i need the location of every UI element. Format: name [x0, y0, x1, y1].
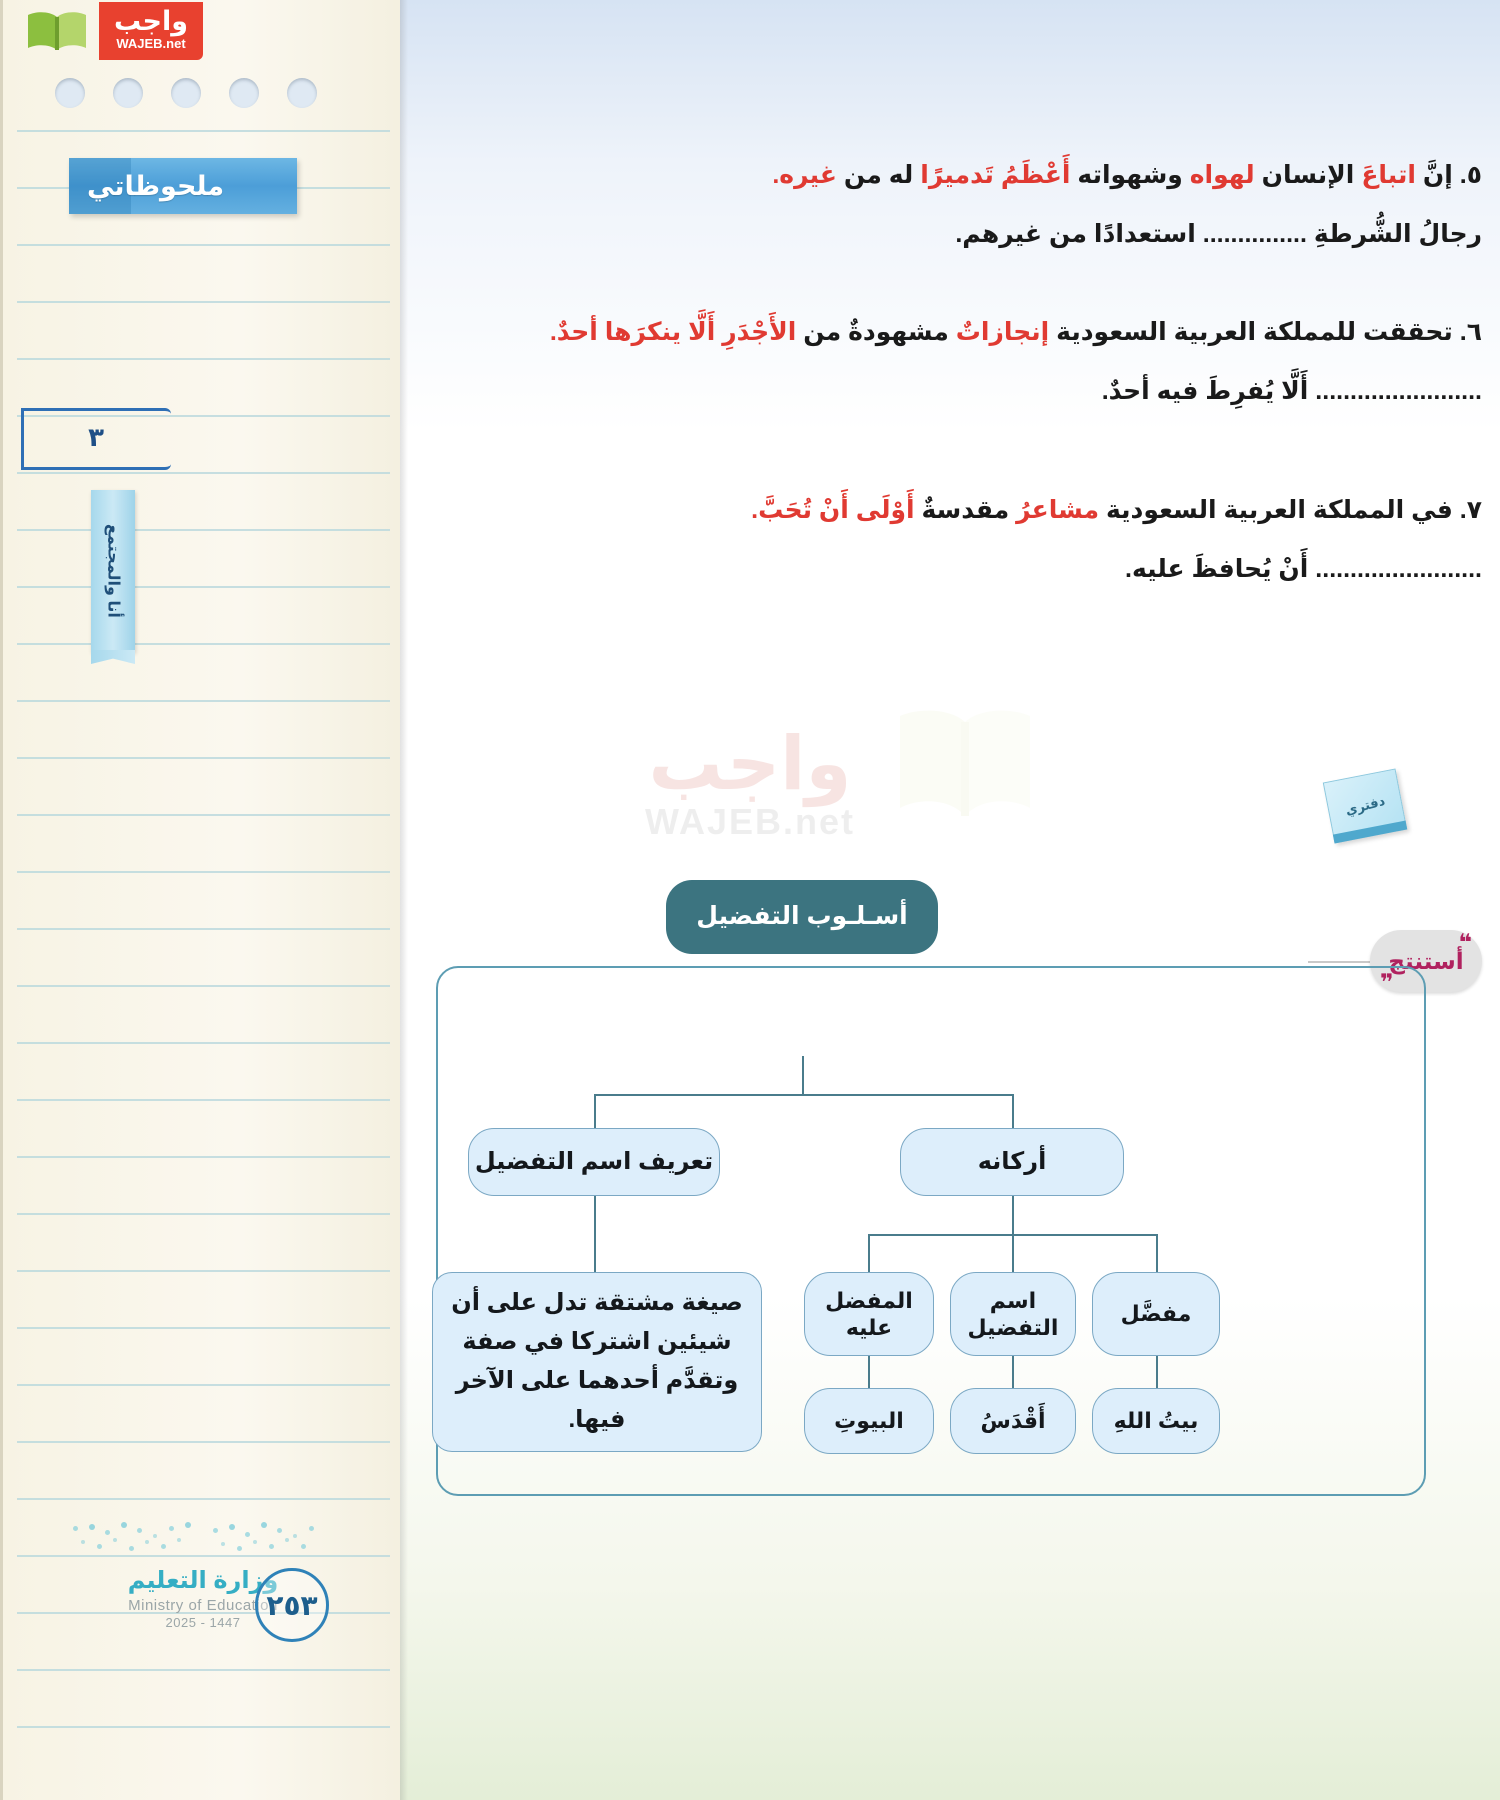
ministry-dot — [161, 1544, 166, 1549]
ministry-dot — [89, 1524, 95, 1530]
open-book-icon — [23, 7, 91, 55]
exercise-answer-line[interactable] — [751, 554, 1482, 584]
exercise-number: ٦. — [1459, 318, 1482, 346]
diagram-pillar-node — [950, 1272, 1076, 1356]
unit-number-marker — [21, 408, 171, 470]
ministry-dot — [185, 1522, 191, 1528]
answer-suffix: أَلَّا يُفرِطَ فيه أحدٌ. — [1101, 377, 1309, 405]
answer-blank[interactable]: ............... — [1202, 220, 1307, 248]
answer-suffix: استعدادًا من غيرهم. — [955, 220, 1196, 248]
diagram-definition-text: صيغة مشتقة تدل على أن شيئين اشتركا في صفة وتقدَّم أحدهما على الآخر فيها. — [451, 1289, 743, 1433]
connector-pillar2-to-example — [1012, 1356, 1014, 1388]
answer-prefix: رجالُ الشُّرطةِ — [1313, 220, 1482, 248]
ruled-line — [17, 358, 390, 360]
binder-hole — [229, 78, 259, 108]
diagram-example-node — [804, 1388, 934, 1454]
ministry-dot — [293, 1534, 297, 1538]
connector-to-pillar-2 — [1012, 1234, 1014, 1272]
ministry-dot — [169, 1526, 174, 1531]
ruled-line — [17, 130, 390, 132]
ministry-dot — [269, 1544, 274, 1549]
connector-pillar1-to-example — [1156, 1356, 1158, 1388]
ministry-dot-pattern — [63, 1520, 343, 1562]
exercise-prompt — [772, 155, 1482, 195]
ministry-dot — [245, 1532, 250, 1537]
site-logo[interactable] — [3, 0, 203, 62]
answer-blank[interactable]: ........................ — [1315, 377, 1482, 405]
connector-left-branch-down — [594, 1196, 596, 1272]
ministry-dot — [121, 1522, 127, 1528]
exercise-prompt-text: إنَّ اتباعَ الإنسان لهواه وشهواته أَعْظَمُ تَدميرًا له من غيره. — [772, 161, 1453, 189]
binder-hole — [171, 78, 201, 108]
exercise-prompt — [751, 490, 1482, 530]
diagram-example-label: البيوتِ — [834, 1408, 904, 1434]
diagram-pillar-label: المفضل عليه — [825, 1287, 913, 1340]
unit-title-ribbon — [91, 490, 135, 652]
ministry-name-en: Ministry of Education — [128, 1597, 278, 1614]
ministry-dot — [145, 1540, 149, 1544]
diagram-branch-definition-label: تعريف اسم التفضيل — [474, 1148, 714, 1175]
quote-open-icon: ❝ — [1458, 929, 1472, 955]
ruled-line — [17, 586, 390, 588]
connector-to-pillar-3 — [868, 1234, 870, 1272]
exercise-prompt-text: في المملكة العربية السعودية مشاعرُ مقدسةٌ أَوْلَى أَنْ تُحَبَّ. — [751, 496, 1453, 524]
logo-badge — [99, 2, 203, 60]
diagram-pillar-node — [804, 1272, 934, 1356]
ministry-dot — [253, 1540, 257, 1544]
watermark-english: WAJEB.net — [644, 801, 856, 842]
unit-ribbon-text: أنا والمجتمع — [104, 524, 122, 618]
ruled-line — [17, 1213, 390, 1215]
diagram-pillar-label: اسم التفضيل — [967, 1287, 1059, 1340]
ruled-line — [17, 1327, 390, 1329]
exercise-item — [751, 490, 1482, 584]
ruled-line — [17, 700, 390, 702]
diagram-root-label: أسـلـوب التفضيل — [696, 902, 908, 931]
ruled-line — [17, 1099, 390, 1101]
ruled-line — [17, 1270, 390, 1272]
ministry-year: 2025 - 1447 — [165, 1615, 241, 1630]
binder-hole — [55, 78, 85, 108]
connector-root-horizontal — [594, 1094, 1012, 1096]
conclude-label: أستنتج — [1388, 947, 1464, 974]
ruled-line — [17, 1441, 390, 1443]
ministry-dot — [73, 1526, 78, 1531]
diagram-pillar-label: مفضَّل — [1120, 1301, 1192, 1327]
ruled-line — [17, 643, 390, 645]
ministry-dot — [153, 1534, 157, 1538]
ministry-dot — [309, 1526, 314, 1531]
diagram-example-label: أَقْدَسُ — [980, 1408, 1046, 1434]
ministry-dot — [97, 1544, 102, 1549]
ministry-dot — [285, 1538, 289, 1542]
exercise-item — [772, 155, 1482, 249]
ruled-line — [17, 1669, 390, 1671]
ministry-dot — [277, 1528, 282, 1533]
conclude-connector-line — [1308, 961, 1370, 963]
diagram-branch-definition — [468, 1128, 720, 1196]
exercise-prompt — [550, 312, 1482, 352]
sticky-note-icon — [1323, 769, 1407, 844]
exercise-number: ٧. — [1459, 496, 1482, 524]
ministry-dot — [113, 1538, 117, 1542]
ministry-dot — [213, 1528, 218, 1533]
ministry-dot — [237, 1546, 242, 1551]
watermark-arabic: واجب — [648, 722, 852, 805]
ministry-dot — [261, 1522, 267, 1528]
ministry-dot — [301, 1544, 306, 1549]
diagram-branch-pillars — [900, 1128, 1124, 1196]
ministry-dot — [81, 1540, 85, 1544]
notes-tab-label — [69, 158, 297, 214]
sticky-note-label: دفتري — [1343, 793, 1387, 819]
ruled-line — [17, 529, 390, 531]
notes-sidebar — [0, 0, 400, 1800]
ministry-name-ar: وزارة التعليم — [127, 1567, 279, 1594]
diagram-example-node — [950, 1388, 1076, 1454]
diagram-branch-pillars-label: أركانه — [977, 1148, 1047, 1175]
exercise-answer-line[interactable] — [772, 219, 1482, 249]
ruled-line — [17, 1384, 390, 1386]
exercise-number: ٥. — [1459, 161, 1482, 189]
unit-number-text: ٣ — [88, 421, 104, 452]
connector-to-right-branch — [1012, 1094, 1014, 1128]
ministry-dot — [129, 1546, 134, 1551]
ministry-dot — [229, 1524, 235, 1530]
exercise-prompt-text: تحققت للمملكة العربية السعودية إنجازاتٌ مشهودةٌ من الأَجْدَرِ أَلَّا ينكرَها أحدٌ. — [549, 318, 1453, 346]
ministry-dot — [137, 1528, 142, 1533]
diagram-root-node — [666, 880, 938, 954]
connector-right-branch-down — [1012, 1196, 1014, 1234]
answer-blank[interactable]: ........................ — [1315, 555, 1482, 583]
watermark-text — [644, 722, 856, 843]
ruled-line — [17, 814, 390, 816]
notes-tab-text: ملحوظاتي — [87, 170, 225, 201]
content-area — [400, 0, 1500, 1800]
connector-pillar3-to-example — [868, 1356, 870, 1388]
diagram-example-label: بيتُ اللهِ — [1113, 1408, 1199, 1434]
ministry-dot — [221, 1542, 225, 1546]
logo-arabic-text: واجب — [113, 6, 189, 37]
watermark — [440, 690, 1060, 880]
ruled-line — [17, 1042, 390, 1044]
ruled-line — [17, 1156, 390, 1158]
ruled-line — [17, 1498, 390, 1500]
exercise-item — [550, 312, 1482, 406]
connector-to-pillar-1 — [1156, 1234, 1158, 1272]
exercise-answer-line[interactable] — [550, 376, 1482, 406]
ruled-line — [17, 301, 390, 303]
ruled-line — [17, 757, 390, 759]
ruled-line — [17, 871, 390, 873]
ministry-dot — [105, 1530, 110, 1535]
binder-hole — [287, 78, 317, 108]
ministry-dot — [177, 1538, 181, 1542]
diagram-example-node — [1092, 1388, 1220, 1454]
page-number: ٢٥٣ — [255, 1568, 329, 1642]
diagram-pillar-node — [1092, 1272, 1220, 1356]
ruled-line — [17, 985, 390, 987]
ruled-line — [17, 244, 390, 246]
binder-hole — [113, 78, 143, 108]
connector-to-left-branch — [594, 1094, 596, 1128]
ruled-line — [17, 1726, 390, 1728]
watermark-book-icon — [890, 700, 1040, 835]
ruled-line — [17, 928, 390, 930]
answer-suffix: أَنْ يُحافظَ عليه. — [1125, 555, 1309, 583]
ruled-line — [17, 472, 390, 474]
diagram-definition-box — [432, 1272, 762, 1452]
logo-domain-text: WAJEB.net — [116, 36, 186, 52]
quote-close-icon: ❞ — [1380, 969, 1394, 996]
connector-root-down — [802, 1056, 804, 1094]
